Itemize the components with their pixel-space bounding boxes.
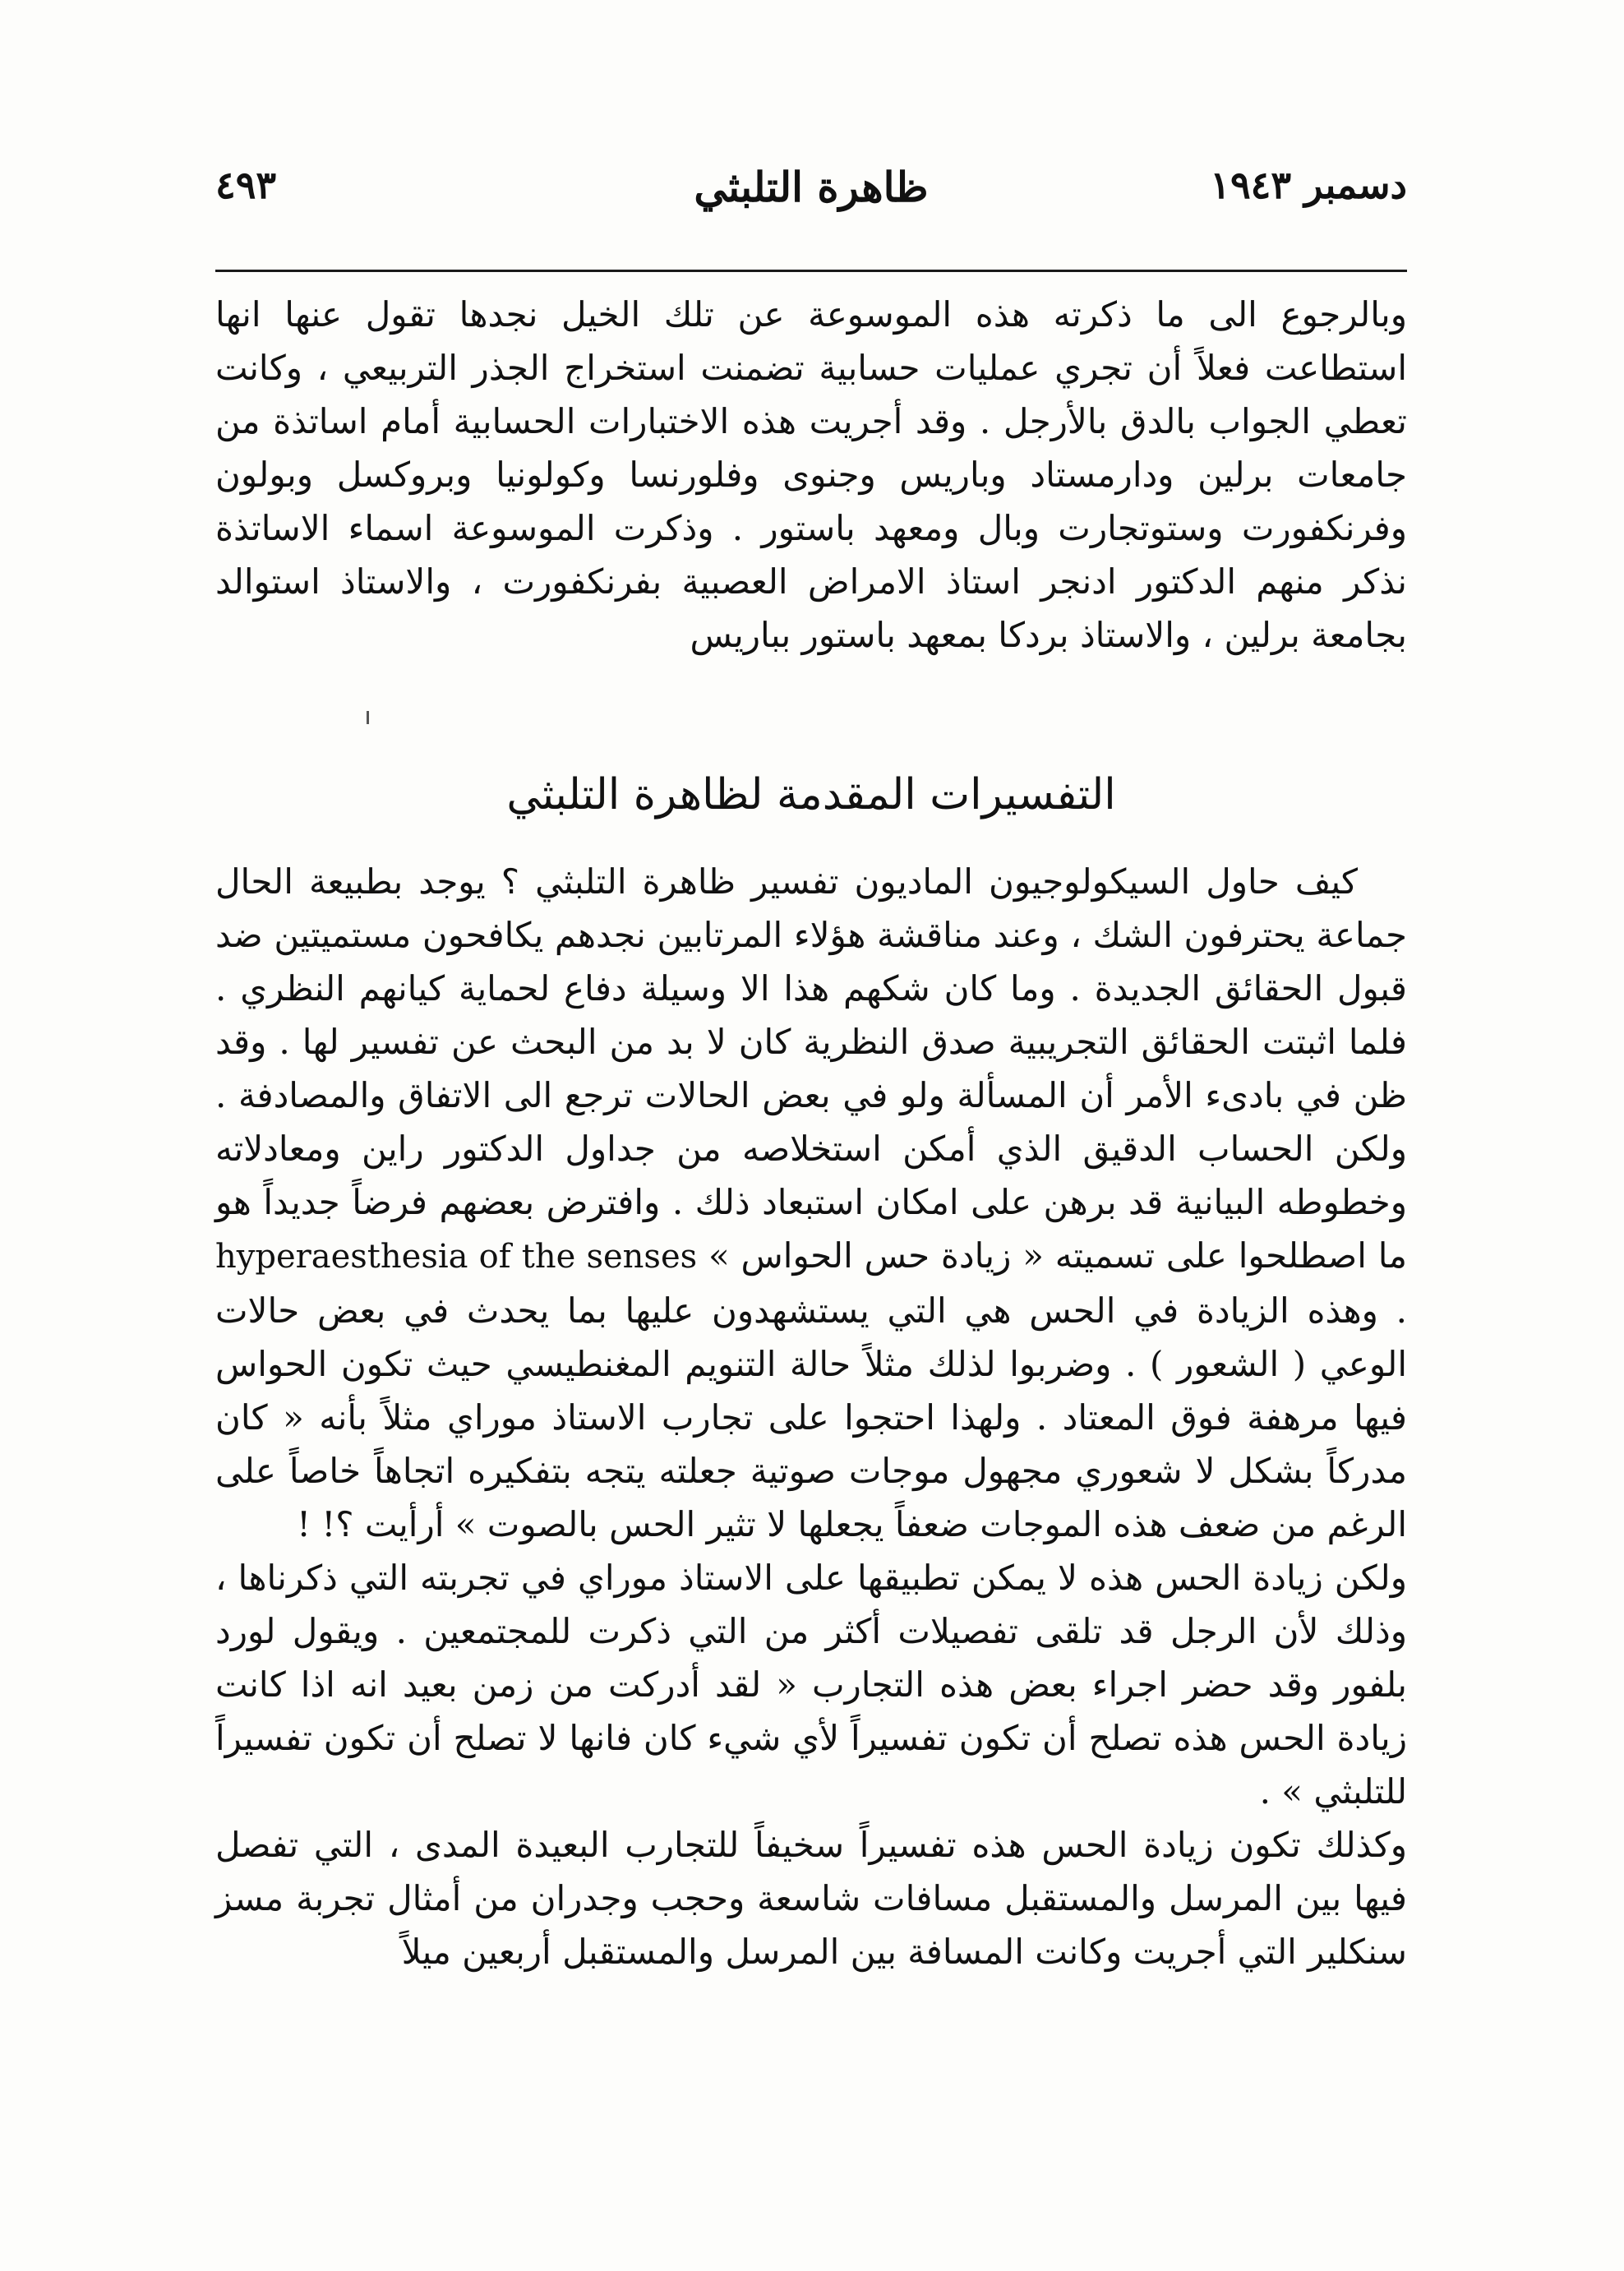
page-header <box>215 163 1407 237</box>
paragraph-long-distance: وكذلك تكون زيادة الحس هذه تفسيراً سخيفاً للتجارب البعيدة المدى ، التي تفصل فيها بين المرسل والمستقبل مسافات شاسعة وحجب وجدران من أمثال تجربة مسز سنكلير التي أجريت وكانت المسافة بين المرسل والمستقبل أربعين ميلاً <box>215 1825 1407 1972</box>
paragraph-explanations-part-1: كيف حاول السيكولوجيون الماديون تفسير ظاهرة التلبثي ؟ يوجد بطبيعة الحال جماعة يحترفون الشك ، وعند مناقشة هؤلاء المرتابين نجدهم يكافحون مستميتين ضد قبول الحقائق الجديدة . وما كان شكهم هذا الا وسيلة دفاع لحماية كيانهم النظري . فلما اثبتت الحقائق التجريبية صدق النظرية كان لا بد من البحث عن تفسير لها . وقد ظن في بادىء الأمر أن المسألة ولو في بعض الحالات ترجع الى الاتفاق والمصادفة . ولكن الحساب الدقيق الذي أمكن استخلاصه من جداول الدكتور راين ومعادلاته وخطوطه البيانية قد برهن على امكان استبعاد ذلك . وافترض بعضهم فرضاً جديداً هو ما اصطلحوا على تسميته « زيادة حس الحواس » <box>215 861 1407 1276</box>
section-heading: التفسيرات المقدمة لظاهرة التلبثي <box>506 770 1116 819</box>
page-number: ٤٩٣ <box>215 163 277 207</box>
header-date: دسمبر ١٩٤٣ <box>1210 163 1407 207</box>
running-title: ظاهرة التلبثي <box>694 163 929 211</box>
paragraph-explanations <box>215 855 1407 1551</box>
paragraph-murray-balfour: ولكن زيادة الحس هذه لا يمكن تطبيقها على الاستاذ موراي في تجربته التي ذكرناها ، وذلك لأن الرجل قد تلقى تفصيلات أكثر من التي ذكرت للمجتمعين . ويقول لورد بلفور وقد حضر اجراء بعض هذه التجارب « لقد أدركت من زمن بعيد انه اذا كانت زيادة الحس هذه تصلح أن تكون تفسيراً لأي شيء كان فانها لا تصلح أن تكون تفسيراً للتلبثي » . <box>215 1558 1407 1812</box>
english-term: hyperaesthesia of the senses <box>215 1238 698 1276</box>
paragraph-horse-experiments: وبالرجوع الى ما ذكرته هذه الموسوعة عن تلك الخيل نجدها تقول عنها انها استطاعت فعلاً أن تجري عمليات حسابية تضمنت استخراج الجذر التربيعي ، وكانت تعطي الجواب بالدق بالأرجل . وقد أجريت هذه الاختبارات الحسابية أمام اساتذة من جامعات برلين ودارمستاد وباريس وجنوى وفلورنسا وكولونيا وبروكسل وبولون وفرنكفورت وستوتجارت وبال ومعهد باستور . وذكرت الموسوعة اسماء الاساتذة نذكر منهم الدكتور ادنجر استاذ الامراض العصبية بفرنكفورت ، والاستاذ استوالد بجامعة برلين ، والاستاذ بردكا بمعهد باستور بباريس <box>215 294 1407 655</box>
paragraph-explanations-part-2: . وهذه الزيادة في الحس هي التي يستشهدون عليها بما يحدث في بعض حالات الوعي ( الشعور ) . وضربوا لذلك مثلاً حالة التنويم المغنطيسي حيث تكون الحواس فيها مرهفة فوق المعتاد . ولهذا احتجوا على تجارب الاستاذ موراي مثلاً بأنه « كان مدركاً بشكل لا شعوري مجهول موجات صوتية جعلته يتجه بتفكيره اتجاهاً خاصاً على الرغم من ضعف هذه الموجات ضعفاً يجعلها لا تثير الحس بالصوت » أرأيت ؟! ! <box>215 1290 1407 1544</box>
article-body <box>215 288 1407 1978</box>
header-rule <box>215 270 1407 272</box>
